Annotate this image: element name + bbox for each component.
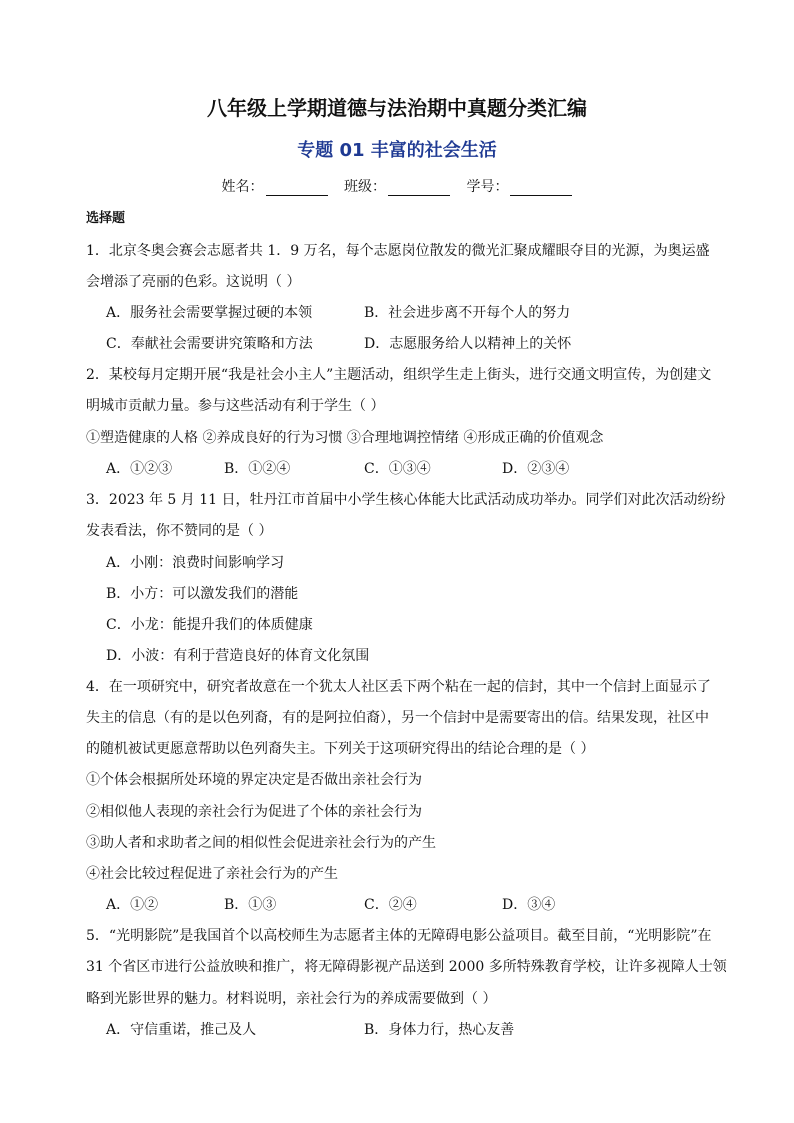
class-label: 班级： <box>344 179 386 195</box>
q5-stem-line1: 5．“光明影院”是我国首个以高校师生为志愿者主体的无障碍电影公益项目。截至目前，“光明影院”在 <box>86 928 712 944</box>
q1-option-a: A．服务社会需要掌握过硬的本领 <box>106 305 313 321</box>
page-subtitle: 专题 01 丰富的社会生活 <box>297 140 497 161</box>
q2-option-b: B．①②④ <box>224 461 291 477</box>
q3-option-c: C．小龙：能提升我们的体质健康 <box>106 617 313 633</box>
q4-option-c: C．②④ <box>364 897 417 913</box>
q2-option-d: D．②③④ <box>502 461 570 477</box>
q1-stem-line1: 1．北京冬奥会赛会志愿者共 1．9 万名，每个志愿岗位散发的微光汇聚成耀眼夺目的光源，为奥运盛 <box>86 243 710 259</box>
name-field <box>222 176 328 196</box>
name-blank <box>266 181 328 196</box>
name-label: 姓名： <box>221 179 264 195</box>
q1-option-b: B．社会进步离不开每个人的努力 <box>364 305 571 321</box>
q4-stem-line1: 4．在一项研究中，研究者故意在一个犹太人社区丢下两个粘在一起的信封，其中一个信封上面显示了 <box>86 679 711 695</box>
student-info-fields <box>0 176 794 196</box>
q5-option-b: B．身体力行，热心友善 <box>364 1022 515 1038</box>
id-label: 学号： <box>466 179 509 195</box>
q4-statement-2: ②相似他人表现的亲社会行为促进了个体的亲社会行为 <box>86 804 422 820</box>
page-title: 八年级上学期道德与法治期中真题分类汇编 <box>207 96 587 120</box>
q4-option-d: D．③④ <box>502 897 556 913</box>
q3-stem-line2: 发表看法，你不赞同的是（ ） <box>86 523 273 539</box>
q1-option-d: D．志愿服务给人以精神上的关怀 <box>364 336 572 352</box>
q2-stem-line1: 2．某校每月定期开展“我是社会小主人”主题活动，组织学生走上街头，进行交通文明宣传，为创建文 <box>86 367 712 383</box>
q2-option-c: C．①③④ <box>364 461 431 477</box>
q2-stem-line2: 明城市贡献力量。参与这些活动有利于学生（ ） <box>86 398 385 414</box>
q4-option-a: A．①② <box>106 897 159 913</box>
q4-statement-3: ③助人者和求助者之间的相似性会促进亲社会行为的产生 <box>86 835 436 851</box>
q3-option-d: D．小波：有利于营造良好的体育文化氛围 <box>106 648 370 664</box>
q5-stem-line3: 略到光影世界的魅力。材料说明，亲社会行为的养成需要做到（ ） <box>86 991 497 1007</box>
q4-option-b: B．①③ <box>224 897 277 913</box>
q1-stem-line2: 会增添了亮丽的色彩。这说明（ ） <box>86 274 301 290</box>
section-heading: 选择题 <box>86 211 126 226</box>
q3-option-a: A．小刚：浪费时间影响学习 <box>106 555 285 571</box>
q5-stem-line2: 31 个省区市进行公益放映和推广，将无障碍影视产品送到 2000 多所特殊教育学校，让许多视障人士领 <box>86 959 727 975</box>
q4-statement-1: ①个体会根据所处环境的界定决定是否做出亲社会行为 <box>86 772 422 788</box>
q3-option-b: B．小方：可以激发我们的潜能 <box>106 586 299 602</box>
q2-statements: ①塑造健康的人格 ②养成良好的行为习惯 ③合理地调控情绪 ④形成正确的价值观念 <box>86 430 604 446</box>
q4-stem-line2: 失主的信息（有的是以色列裔，有的是阿拉伯裔），另一个信封中是需要寄出的信。结果发现，社区中 <box>86 710 709 726</box>
q4-statement-4: ④社会比较过程促进了亲社会行为的产生 <box>86 866 338 882</box>
q4-stem-line3: 的随机被试更愿意帮助以色列裔失主。下列关于这项研究得出的结论合理的是（ ） <box>86 741 595 757</box>
class-field <box>344 176 450 196</box>
id-blank <box>510 181 572 196</box>
q3-stem-line1: 3．2023 年 5 月 11 日，牡丹江市首届中小学生核心体能大比武活动成功举办。同学们对此次活动纷纷 <box>86 492 726 508</box>
q1-option-c: C．奉献社会需要讲究策略和方法 <box>106 336 313 352</box>
class-blank <box>388 181 450 196</box>
id-field <box>466 176 572 196</box>
q2-option-a: A．①②③ <box>106 461 173 477</box>
q5-option-a: A．守信重诺，推己及人 <box>106 1022 257 1038</box>
